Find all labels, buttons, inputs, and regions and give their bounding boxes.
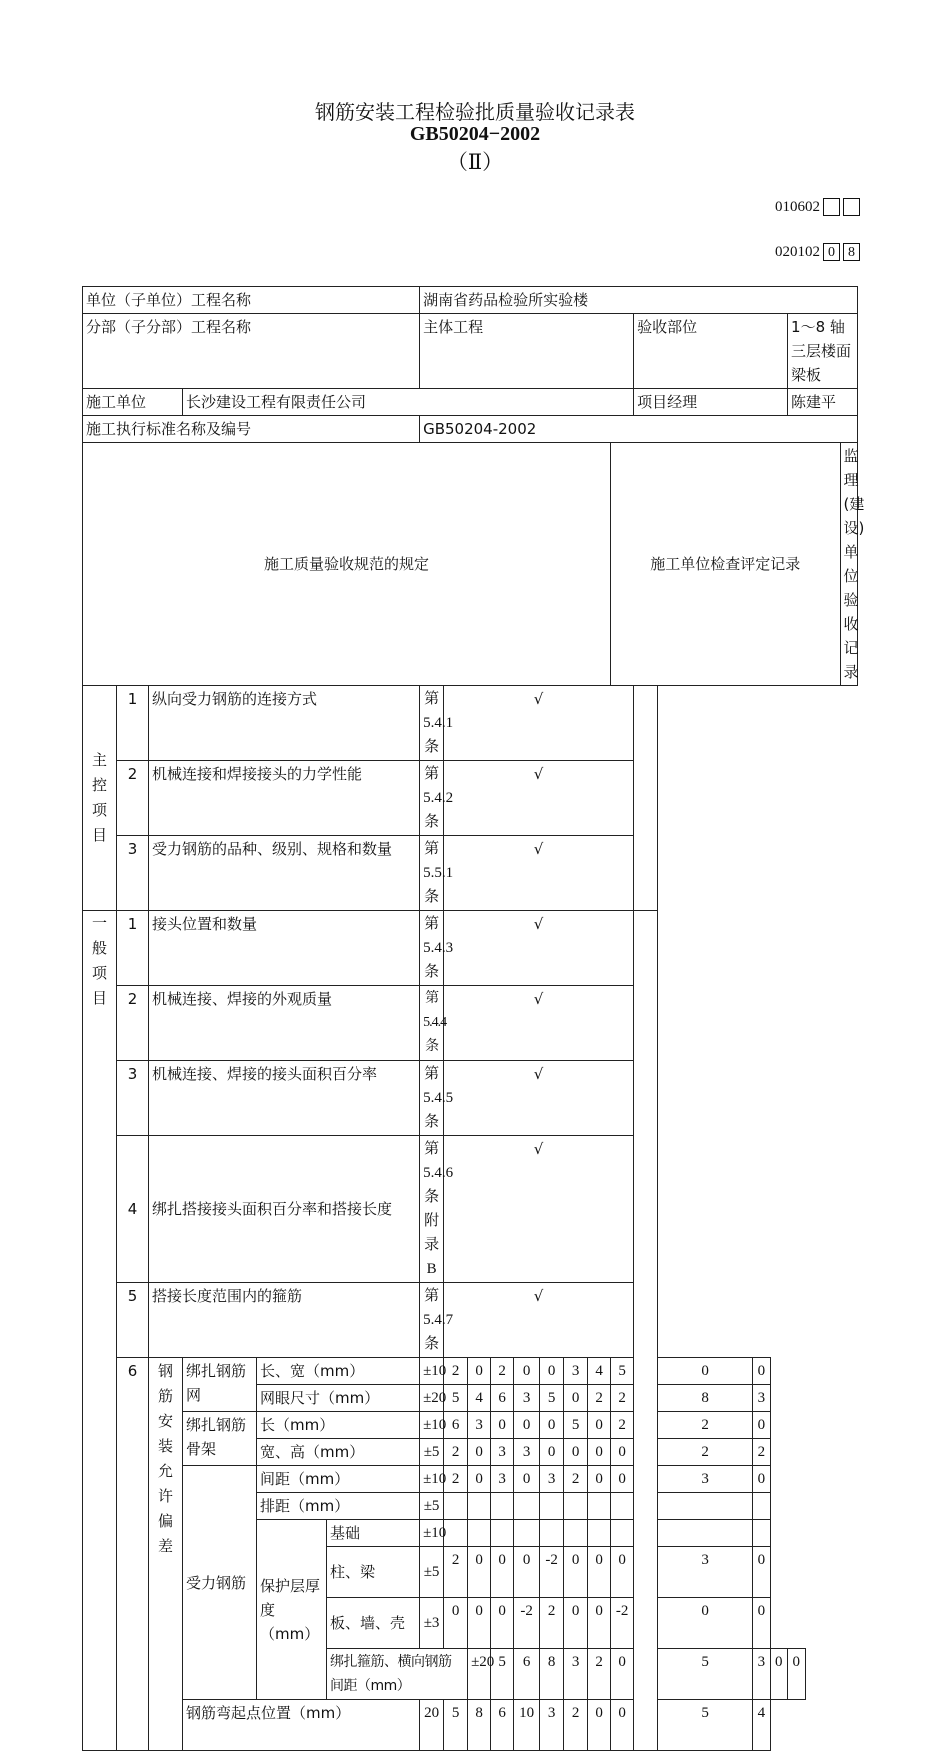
- measure-cell[interactable]: 0: [588, 1412, 611, 1439]
- measure-cell[interactable]: 2: [444, 1439, 468, 1466]
- project-name-value[interactable]: 湖南省药品检验所实验楼: [420, 287, 858, 314]
- measure-cell[interactable]: 2: [444, 1547, 468, 1598]
- measure-cell[interactable]: 10: [514, 1700, 540, 1751]
- measure-cell[interactable]: 8: [540, 1649, 564, 1700]
- measure-cell[interactable]: 2: [588, 1649, 611, 1700]
- form-code-prefix: 020102: [775, 244, 820, 260]
- item-name: 纵向受力钢筋的连接方式: [149, 686, 420, 761]
- measure-cell[interactable]: 0: [770, 1649, 787, 1700]
- measure-cell[interactable]: 3: [564, 1649, 588, 1700]
- row-name: 网眼尺寸（mm）: [257, 1385, 420, 1412]
- division-value[interactable]: 主体工程: [420, 314, 634, 389]
- measure-cell[interactable]: 0: [564, 1439, 588, 1466]
- item-no: 1: [117, 686, 149, 761]
- measure-cell[interactable]: 0: [588, 1439, 611, 1466]
- row-tolerance: ±5: [420, 1439, 444, 1466]
- measure-cell[interactable]: 0: [468, 1547, 491, 1598]
- measure-cell[interactable]: 0: [468, 1466, 491, 1493]
- row-tolerance: ±3: [420, 1598, 444, 1649]
- item-result[interactable]: √: [444, 686, 634, 761]
- item-no: 5: [117, 1283, 149, 1358]
- measure-cell[interactable]: 6: [514, 1649, 540, 1700]
- measure-cell[interactable]: 3: [468, 1412, 491, 1439]
- measure-cell[interactable]: 0: [540, 1358, 564, 1385]
- measure-cell[interactable]: 2: [444, 1358, 468, 1385]
- tolerance-group-label: 钢筋安装允许偏差: [149, 1358, 183, 1751]
- measure-cell[interactable]: [491, 1493, 514, 1520]
- row-tolerance: ±20: [420, 1385, 444, 1412]
- measure-cell[interactable]: [753, 1520, 770, 1547]
- measure-cell[interactable]: 2: [611, 1412, 634, 1439]
- row-name: 排距（mm）: [257, 1493, 420, 1520]
- measure-cell[interactable]: 2: [540, 1598, 564, 1649]
- item-clause: 第 5.4.7 条: [420, 1283, 444, 1358]
- measure-cell[interactable]: 0: [444, 1598, 468, 1649]
- measure-cell[interactable]: 3: [658, 1547, 753, 1598]
- measure-cell[interactable]: 3: [491, 1466, 514, 1493]
- division-label: 分部（子分部）工程名称: [83, 314, 420, 389]
- item-name: 受力钢筋的品种、级别、规格和数量: [149, 836, 420, 911]
- main-rebar-group-label: 受力钢筋: [183, 1466, 257, 1700]
- supervisor-cell[interactable]: [634, 686, 658, 911]
- measure-cell[interactable]: -2: [514, 1598, 540, 1649]
- item-result[interactable]: √: [444, 836, 634, 911]
- measure-cell[interactable]: 0: [611, 1649, 634, 1700]
- form-part: （Ⅱ）: [446, 150, 504, 174]
- measure-cell[interactable]: [540, 1520, 564, 1547]
- row-name: 基础: [327, 1520, 420, 1547]
- measure-cell[interactable]: [658, 1520, 753, 1547]
- supervisor-header: 监理(建设)单位验收记录: [840, 443, 858, 686]
- item-clause: 第 5.4.2 条: [420, 761, 444, 836]
- measure-cell[interactable]: 5: [540, 1385, 564, 1412]
- measure-cell[interactable]: 3: [491, 1439, 514, 1466]
- item-name: 机械连接和焊接接头的力学性能: [149, 761, 420, 836]
- measure-cell[interactable]: 4: [468, 1385, 491, 1412]
- check-header: 施工单位检查评定记录: [611, 443, 840, 686]
- row-tolerance: ±10: [420, 1520, 444, 1547]
- measure-cell[interactable]: 0: [540, 1412, 564, 1439]
- row-tolerance: ±10: [420, 1466, 444, 1493]
- item-result[interactable]: √: [444, 911, 634, 986]
- measure-cell[interactable]: 5: [444, 1385, 468, 1412]
- code-box[interactable]: [823, 198, 840, 216]
- standard-label: 施工执行标准名称及编号: [83, 416, 420, 443]
- item-result[interactable]: √: [444, 1061, 634, 1136]
- measure-cell[interactable]: 5: [658, 1649, 753, 1700]
- measure-cell[interactable]: 0: [588, 1598, 611, 1649]
- item-clause: 第 5.4.3 条: [420, 911, 444, 986]
- inspection-table: [82, 286, 865, 1751]
- measure-cell[interactable]: [564, 1520, 588, 1547]
- item-name: 绑扎搭接接头面积百分率和搭接长度: [149, 1136, 420, 1283]
- measure-cell[interactable]: [514, 1493, 540, 1520]
- project-name-label: 单位（子单位）工程名称: [83, 287, 420, 314]
- row-tolerance: ±5: [420, 1547, 444, 1598]
- measure-cell[interactable]: 0: [588, 1466, 611, 1493]
- measure-cell[interactable]: 0: [611, 1547, 634, 1598]
- measure-cell[interactable]: 0: [514, 1358, 540, 1385]
- measure-cell[interactable]: 0: [788, 1649, 805, 1700]
- measure-cell[interactable]: 5: [444, 1700, 468, 1751]
- supervisor-cell[interactable]: [634, 911, 658, 1751]
- item-no: 6: [117, 1358, 149, 1751]
- item-name: 机械连接、焊接的外观质量: [149, 986, 420, 1061]
- measure-cell[interactable]: 0: [491, 1412, 514, 1439]
- row-name: 宽、高（mm）: [257, 1439, 420, 1466]
- row-tolerance: ±10: [420, 1412, 444, 1439]
- spec-header: 施工质量验收规范的规定: [83, 443, 611, 686]
- row-tolerance: 20: [420, 1700, 444, 1751]
- measure-cell[interactable]: 0: [491, 1598, 514, 1649]
- measure-cell[interactable]: 0: [564, 1385, 588, 1412]
- item-no: 1: [117, 911, 149, 986]
- measure-cell[interactable]: 0: [753, 1547, 770, 1598]
- measure-cell[interactable]: 0: [491, 1547, 514, 1598]
- measure-cell[interactable]: [468, 1493, 491, 1520]
- form-code-2: [775, 243, 860, 261]
- row-name: 绑扎箍筋、横向钢筋间距（mm）: [327, 1649, 468, 1700]
- item-clause: 第 5.4.6 条 附录 B: [420, 1136, 444, 1283]
- measure-cell[interactable]: 3: [514, 1385, 540, 1412]
- row-name: 长、宽（mm）: [257, 1358, 420, 1385]
- measure-cell[interactable]: 0: [540, 1439, 564, 1466]
- measure-cell[interactable]: [753, 1493, 770, 1520]
- measure-cell[interactable]: [540, 1493, 564, 1520]
- measure-cell[interactable]: 5: [658, 1700, 753, 1751]
- measure-cell[interactable]: 0: [564, 1598, 588, 1649]
- measure-cell[interactable]: 0: [468, 1358, 491, 1385]
- measure-cell[interactable]: 0: [468, 1439, 491, 1466]
- measure-cell[interactable]: [444, 1520, 468, 1547]
- measure-cell[interactable]: 0: [514, 1547, 540, 1598]
- row-tolerance: ±5: [420, 1493, 444, 1520]
- row-tolerance: ±10: [420, 1358, 444, 1385]
- measure-cell[interactable]: [491, 1520, 514, 1547]
- measure-cell[interactable]: [564, 1493, 588, 1520]
- measure-cell[interactable]: 2: [658, 1439, 753, 1466]
- cover-thickness-label: 保护层厚 度（mm）: [257, 1520, 327, 1700]
- measure-cell[interactable]: 0: [611, 1700, 634, 1751]
- item-name: 接头位置和数量: [149, 911, 420, 986]
- item-clause: 第 5.5.1 条: [420, 836, 444, 911]
- row-tolerance: ±20: [468, 1649, 491, 1700]
- contractor-value[interactable]: 长沙建设工程有限责任公司: [183, 389, 634, 416]
- measure-cell[interactable]: 2: [588, 1385, 611, 1412]
- code-box[interactable]: 8: [843, 243, 860, 261]
- form-code-prefix: 010602: [775, 199, 820, 215]
- measure-cell[interactable]: 2: [753, 1439, 770, 1466]
- measure-cell[interactable]: 0: [658, 1358, 753, 1385]
- measure-cell[interactable]: 8: [468, 1700, 491, 1751]
- item-clause: 第 5.4.4 条: [420, 986, 444, 1061]
- item-result[interactable]: √: [444, 986, 634, 1061]
- measure-cell[interactable]: 0: [588, 1700, 611, 1751]
- code-box[interactable]: 0: [823, 243, 840, 261]
- measure-cell[interactable]: 6: [491, 1700, 514, 1751]
- item-name: 搭接长度范围内的箍筋: [149, 1283, 420, 1358]
- measure-cell[interactable]: 0: [468, 1598, 491, 1649]
- measure-cell[interactable]: 2: [564, 1466, 588, 1493]
- measure-cell[interactable]: 3: [540, 1466, 564, 1493]
- measure-cell[interactable]: -2: [611, 1598, 634, 1649]
- standard-code: GB50204−2002: [409, 123, 541, 145]
- row-name: 板、墙、壳: [327, 1598, 420, 1649]
- row-name: 长（mm）: [257, 1412, 420, 1439]
- row-name: 间距（mm）: [257, 1466, 420, 1493]
- form-title: 钢筋安装工程检验批质量验收记录表: [315, 100, 635, 124]
- item-no: 3: [117, 836, 149, 911]
- measure-cell[interactable]: 0: [658, 1598, 753, 1649]
- measure-cell[interactable]: 0: [564, 1547, 588, 1598]
- measure-cell[interactable]: 5: [491, 1649, 514, 1700]
- measure-cell[interactable]: 6: [444, 1412, 468, 1439]
- measure-cell[interactable]: 3: [514, 1439, 540, 1466]
- measure-cell[interactable]: 8: [658, 1385, 753, 1412]
- measure-cell[interactable]: 2: [611, 1385, 634, 1412]
- measure-cell[interactable]: [611, 1493, 634, 1520]
- measure-cell[interactable]: 0: [611, 1466, 634, 1493]
- measure-cell[interactable]: 3: [564, 1358, 588, 1385]
- measure-cell[interactable]: 0: [611, 1439, 634, 1466]
- measure-cell[interactable]: 6: [491, 1385, 514, 1412]
- item-no: 2: [117, 761, 149, 836]
- measure-cell[interactable]: 0: [514, 1412, 540, 1439]
- measure-cell[interactable]: 0: [753, 1358, 770, 1385]
- project-manager-value[interactable]: 陈建平: [788, 389, 858, 416]
- item-name: 机械连接、焊接的接头面积百分率: [149, 1061, 420, 1136]
- measure-cell[interactable]: 0: [753, 1412, 770, 1439]
- measure-cell[interactable]: 3: [753, 1649, 770, 1700]
- measure-cell[interactable]: 4: [588, 1358, 611, 1385]
- measure-cell[interactable]: [588, 1520, 611, 1547]
- measure-cell[interactable]: 3: [658, 1466, 753, 1493]
- main-control-label: 主控项目: [83, 686, 117, 911]
- inspection-part-label: 验收部位: [634, 314, 788, 389]
- inspection-part-value[interactable]: 1～8 轴三层楼面梁板: [788, 314, 858, 389]
- item-no: 2: [117, 986, 149, 1061]
- measure-cell[interactable]: 0: [514, 1466, 540, 1493]
- measure-cell[interactable]: 5: [611, 1358, 634, 1385]
- mesh-group-label: 绑扎钢筋网: [183, 1358, 257, 1412]
- measure-cell[interactable]: 2: [564, 1700, 588, 1751]
- item-no: 3: [117, 1061, 149, 1136]
- measure-cell[interactable]: [658, 1493, 753, 1520]
- measure-cell[interactable]: 4: [753, 1700, 770, 1751]
- measure-cell[interactable]: 2: [658, 1412, 753, 1439]
- measure-cell[interactable]: 0: [753, 1466, 770, 1493]
- contractor-label: 施工单位: [83, 389, 183, 416]
- item-clause: 第 5.4.1 条: [420, 686, 444, 761]
- measure-cell[interactable]: 3: [540, 1700, 564, 1751]
- measure-cell[interactable]: 2: [444, 1466, 468, 1493]
- measure-cell[interactable]: -2: [540, 1547, 564, 1598]
- frame-group-label: 绑扎钢筋骨架: [183, 1412, 257, 1466]
- measure-cell[interactable]: [588, 1493, 611, 1520]
- standard-value[interactable]: GB50204-2002: [420, 416, 858, 443]
- item-result[interactable]: √: [444, 761, 634, 836]
- row-name: 柱、梁: [327, 1547, 420, 1598]
- measure-cell[interactable]: 3: [753, 1385, 770, 1412]
- code-box[interactable]: [843, 198, 860, 216]
- measure-cell[interactable]: 5: [564, 1412, 588, 1439]
- measure-cell[interactable]: [514, 1520, 540, 1547]
- measure-cell[interactable]: 2: [491, 1358, 514, 1385]
- measure-cell[interactable]: [468, 1520, 491, 1547]
- form-code-1: [775, 198, 860, 216]
- item-no: 4: [117, 1136, 149, 1283]
- measure-cell[interactable]: [444, 1493, 468, 1520]
- measure-cell[interactable]: [611, 1520, 634, 1547]
- general-label: 一般项目: [83, 911, 117, 1751]
- project-manager-label: 项目经理: [634, 389, 788, 416]
- measure-cell[interactable]: 0: [588, 1547, 611, 1598]
- row-name: 钢筋弯起点位置（mm）: [183, 1700, 420, 1751]
- item-result[interactable]: √: [444, 1283, 634, 1358]
- item-result[interactable]: √: [444, 1136, 634, 1283]
- item-clause: 第 5.4.5 条: [420, 1061, 444, 1136]
- measure-cell[interactable]: 0: [753, 1598, 770, 1649]
